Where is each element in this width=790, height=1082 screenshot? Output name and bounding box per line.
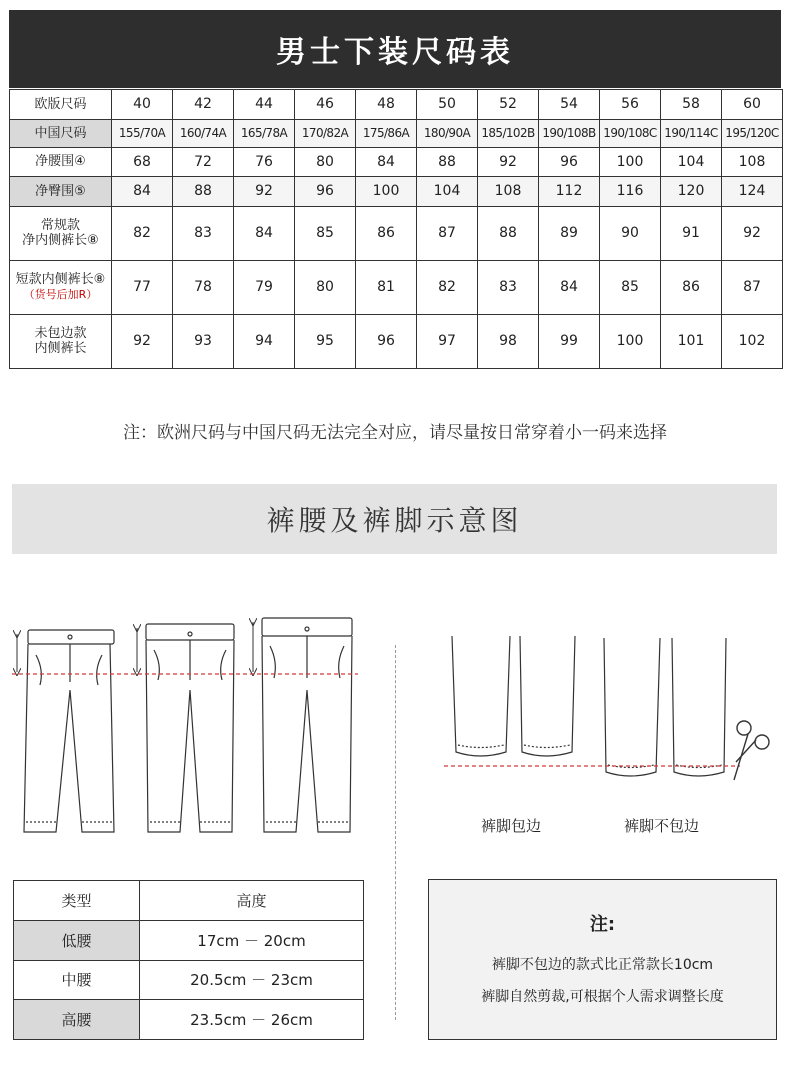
scissors-icon	[734, 721, 769, 780]
size-cell: 90	[600, 206, 661, 260]
size-row	[10, 147, 783, 177]
size-cell: 96	[539, 147, 600, 177]
size-row-label	[10, 314, 112, 368]
size-cell: 94	[234, 314, 295, 368]
size-cell: 85	[600, 260, 661, 314]
size-cell: 99	[539, 314, 600, 368]
size-cell: 88	[417, 147, 478, 177]
unhemmed-caption: 裤脚不包边	[624, 817, 700, 835]
size-cell: 78	[173, 260, 234, 314]
size-cell: 58	[661, 90, 722, 120]
size-cell: 175/86A	[356, 119, 417, 147]
size-cell: 93	[173, 314, 234, 368]
note-box-line: 裤脚不包边的款式比正常款长10cm	[491, 957, 714, 973]
size-cell: 54	[539, 90, 600, 120]
size-cell: 40	[112, 90, 173, 120]
size-cell: 84	[539, 260, 600, 314]
rise-type: 低腰	[14, 920, 140, 960]
rise-height-table	[13, 880, 364, 1040]
size-cell: 68	[112, 147, 173, 177]
rise-height: 20.5cm － 23cm	[140, 960, 364, 1000]
size-cell: 81	[356, 260, 417, 314]
size-cell: 91	[661, 206, 722, 260]
size-cell: 85	[295, 206, 356, 260]
size-row	[10, 314, 783, 368]
unhemmed-legs-icon	[604, 638, 726, 776]
size-cell: 76	[234, 147, 295, 177]
size-chart-table	[9, 89, 783, 369]
size-cell: 95	[295, 314, 356, 368]
rise-type: 高腰	[14, 1000, 140, 1040]
size-cell: 86	[356, 206, 417, 260]
row-label-sub: （货号后加R）	[23, 288, 98, 302]
size-cell: 165/78A	[234, 119, 295, 147]
mid-rise-pants-icon	[146, 624, 234, 832]
hem-illustration	[400, 630, 780, 800]
size-cell: 84	[234, 206, 295, 260]
size-cell: 190/114C	[661, 119, 722, 147]
row-label-line: 中国尺码	[34, 125, 87, 141]
size-row-label	[10, 260, 112, 314]
size-cell: 79	[234, 260, 295, 314]
size-row-label	[10, 119, 112, 147]
size-cell: 82	[417, 260, 478, 314]
size-cell: 46	[295, 90, 356, 120]
hem-note-box	[428, 879, 777, 1040]
section-divider	[395, 645, 396, 1020]
size-cell: 80	[295, 147, 356, 177]
size-cell: 77	[112, 260, 173, 314]
size-cell: 92	[234, 177, 295, 207]
size-cell: 96	[356, 314, 417, 368]
size-cell: 124	[722, 177, 783, 207]
size-cell: 89	[539, 206, 600, 260]
size-cell: 120	[661, 177, 722, 207]
size-cell: 60	[722, 90, 783, 120]
size-cell: 116	[600, 177, 661, 207]
size-cell: 80	[295, 260, 356, 314]
size-cell: 170/82A	[295, 119, 356, 147]
hemmed-legs-icon	[452, 636, 575, 756]
size-cell: 87	[417, 206, 478, 260]
row-label-line: 短款内侧裤长⑧	[15, 272, 106, 288]
row-label-line: 未包边款	[34, 326, 87, 342]
section-title: 裤腰及裤脚示意图	[12, 484, 777, 554]
size-row	[10, 90, 783, 120]
size-cell: 92	[722, 206, 783, 260]
size-cell: 185/102B	[478, 119, 539, 147]
size-cell: 97	[417, 314, 478, 368]
size-cell: 82	[112, 206, 173, 260]
row-label-line: 净腰围④	[35, 154, 86, 170]
size-cell: 101	[661, 314, 722, 368]
size-cell: 104	[417, 177, 478, 207]
size-cell: 50	[417, 90, 478, 120]
size-cell: 83	[478, 260, 539, 314]
size-cell: 86	[661, 260, 722, 314]
size-cell: 104	[661, 147, 722, 177]
size-cell: 195/120C	[722, 119, 783, 147]
size-cell: 102	[722, 314, 783, 368]
size-cell: 48	[356, 90, 417, 120]
size-cell: 92	[112, 314, 173, 368]
size-cell: 155/70A	[112, 119, 173, 147]
row-label-line: 净臀围⑤	[35, 183, 86, 199]
note-box-title: 注:	[589, 914, 616, 935]
size-cell: 84	[356, 147, 417, 177]
size-cell: 42	[173, 90, 234, 120]
size-cell: 92	[478, 147, 539, 177]
hemmed-caption: 裤脚包边	[481, 817, 542, 835]
size-cell: 87	[722, 260, 783, 314]
size-cell: 180/90A	[417, 119, 478, 147]
page-title: 男士下装尺码表	[9, 10, 781, 88]
size-cell: 88	[173, 177, 234, 207]
size-cell: 160/74A	[173, 119, 234, 147]
rise-header-type: 类型	[14, 881, 140, 921]
size-cell: 72	[173, 147, 234, 177]
size-cell: 100	[356, 177, 417, 207]
size-cell: 108	[478, 177, 539, 207]
row-label-line: 净内侧裤长⑧	[22, 233, 99, 249]
rise-type: 中腰	[14, 960, 140, 1000]
size-note: 注：欧洲尺码与中国尺码无法完全对应，请尽量按日常穿着小一码来选择	[123, 423, 667, 443]
size-cell: 98	[478, 314, 539, 368]
size-cell: 56	[600, 90, 661, 120]
size-cell: 96	[295, 177, 356, 207]
size-row-label	[10, 147, 112, 177]
size-cell: 190/108C	[600, 119, 661, 147]
row-label-line: 内侧裤长	[34, 341, 87, 357]
row-label-line: 欧版尺码	[34, 96, 87, 112]
low-rise-pants-icon	[24, 630, 114, 832]
size-cell: 52	[478, 90, 539, 120]
size-row-label	[10, 206, 112, 260]
rise-header-height: 高度	[140, 881, 364, 921]
size-cell: 83	[173, 206, 234, 260]
size-row-label	[10, 177, 112, 207]
size-row	[10, 177, 783, 207]
size-cell: 84	[112, 177, 173, 207]
note-box-line: 裤脚自然剪裁,可根据个人需求调整长度	[481, 989, 724, 1005]
size-row	[10, 119, 783, 147]
size-row-label	[10, 90, 112, 120]
size-cell: 100	[600, 314, 661, 368]
size-row	[10, 206, 783, 260]
row-label-line: 常规款	[40, 218, 80, 234]
rise-height: 23.5cm － 26cm	[140, 1000, 364, 1040]
waist-rise-illustration	[0, 610, 380, 845]
size-row	[10, 260, 783, 314]
size-cell: 108	[722, 147, 783, 177]
high-rise-pants-icon	[262, 618, 352, 832]
size-cell: 88	[478, 206, 539, 260]
rise-height: 17cm － 20cm	[140, 920, 364, 960]
size-cell: 190/108B	[539, 119, 600, 147]
size-cell: 44	[234, 90, 295, 120]
size-cell: 112	[539, 177, 600, 207]
size-cell: 100	[600, 147, 661, 177]
